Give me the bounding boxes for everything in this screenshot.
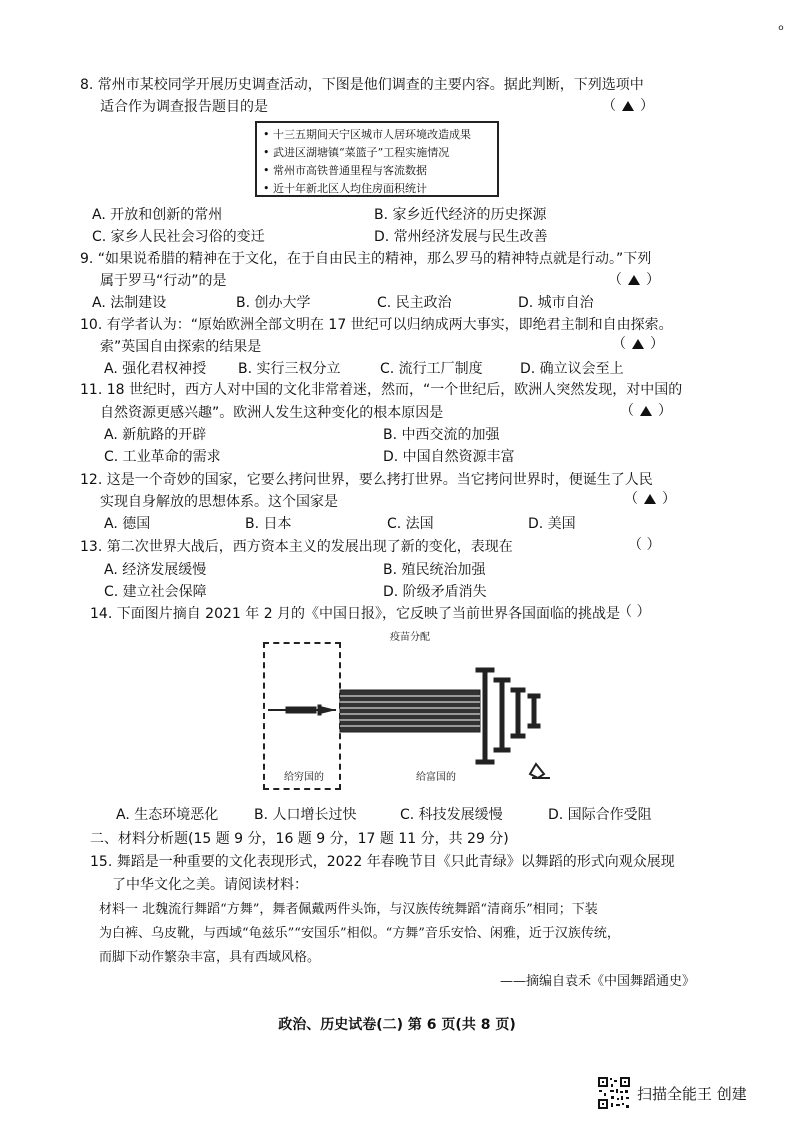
q10-answer-paren: （ ） (612, 336, 664, 352)
triangle-icon (622, 101, 634, 111)
triangle-icon (632, 339, 644, 349)
triangle-icon (640, 406, 652, 416)
material-line: 而脚下动作繁杂丰富，具有西域风格。 (99, 950, 321, 965)
q9-line-2: 属于罗马“行动”的是 (100, 273, 227, 289)
q14-answer-paren: （ ） (618, 604, 651, 620)
q8-option-b: B. 家乡近代经济的历史探源 (374, 207, 547, 223)
watermark-text: 扫描全能王 创建 (637, 1084, 747, 1103)
q14-option-d: D. 国际合作受阻 (548, 807, 652, 823)
q9-option-b: B. 创办大学 (236, 295, 311, 311)
poor-country-label: 给穷国的 (284, 772, 324, 783)
q14-option-b: B. 人口增长过快 (254, 807, 357, 823)
q9-option-c: C. 民主政治 (377, 295, 452, 311)
sketch-figure (530, 764, 550, 778)
q15-line-1: 15. 舞蹈是一种重要的文化表现形式，2022 年春晚节目《只此青绿》以舞蹈的形式向观众展现 (90, 854, 675, 870)
rich-country-label: 给富国的 (416, 772, 456, 783)
vaccine-distribution-figure (258, 628, 558, 798)
q13-option-c: C. 建立社会保障 (104, 584, 207, 600)
q8-box-item: • 十三五期间天宁区城市人居环境改造成果 (263, 126, 491, 144)
q10-line-1: 10. 有学者认为：“原始欧洲全部文明在 17 世纪可以归纳成两大事实，即绝君主制和自由探索。 (80, 317, 673, 333)
q11-option-a: A. 新航路的开辟 (104, 427, 207, 443)
material-line: 材料一 北魏流行舞蹈“方舞”，舞者佩戴两件头饰，与汉族传统舞蹈“清商乐”相同；下装 (99, 902, 598, 917)
q9-option-a: A. 法制建设 (92, 295, 167, 311)
q10-line-2: 索”英国自由探索的结果是 (100, 339, 262, 355)
figure-title: 疫苗分配 (390, 632, 430, 643)
q8-survey-box (255, 121, 499, 197)
q8-answer-paren: （ ） (602, 98, 654, 114)
material-line: 为白裤、乌皮靴，与西域“龟兹乐”“安国乐”相似。“方舞”音乐安恰、闲雅，近于汉族传统， (99, 926, 620, 941)
triangle-icon (628, 275, 640, 285)
scanner-watermark (597, 1076, 747, 1110)
material-source: ——摘编自袁禾《中国舞蹈通史》 (500, 974, 696, 989)
q11-line-1: 11. 18 世纪时，西方人对中国的文化非常着迷，然而，“一个世纪后，欧洲人突然发现，对中国的 (80, 382, 683, 398)
q10-option-b: B. 实行三权分立 (238, 361, 341, 377)
qr-code-icon (597, 1076, 631, 1110)
q9-line-1: 9. “如果说希腊的精神在于文化，在于自由民主的精神，那么罗马的精神特点就是行动。”下列 (80, 251, 652, 267)
q15-line-2: 了中华文化之美。请阅读材料： (112, 877, 308, 893)
q9-answer-paren: （ ） (608, 272, 660, 288)
q8-box-item: • 武进区湖塘镇“菜篮子”工程实施情况 (263, 144, 491, 162)
q14-option-c: C. 科技发展缓慢 (400, 807, 503, 823)
q8-box-item: • 常州市高铁普通里程与客流数据 (263, 162, 491, 180)
q12-line-1: 12. 这是一个奇妙的国家，它要么拷问世界，要么拷打世界。当它拷问世界时，便诞生了人民 (80, 472, 653, 488)
q13-option-b: B. 殖民统治加强 (383, 562, 486, 578)
q13-option-d: D. 阶级矛盾消失 (383, 584, 487, 600)
q12-option-b: B. 日本 (245, 516, 292, 532)
q8-box-item: • 近十年新北区人均住房面积统计 (263, 180, 491, 198)
q13-answer-paren: （ ） (628, 537, 661, 553)
q11-option-c: C. 工业革命的需求 (104, 449, 221, 465)
section-2-heading: 二、材料分析题(15 题 9 分，16 题 9 分，17 题 11 分，共 29 分) (90, 831, 509, 847)
q10-option-a: A. 强化君权神授 (104, 361, 207, 377)
q8-option-c: C. 家乡人民社会习俗的变迁 (92, 229, 265, 245)
q11-option-d: D. 中国自然资源丰富 (383, 449, 515, 465)
q11-line-2: 自然资源更感兴趣”。欧洲人发生这种变化的根本原因是 (100, 405, 444, 421)
q10-option-c: C. 流行工厂制度 (380, 361, 483, 377)
q12-option-a: A. 德国 (104, 516, 151, 532)
q14-line-1: 14. 下面图片摘自 2021 年 2 月的《中国日报》，它反映了当前世界各国面临的挑战是 (90, 606, 621, 622)
q8-line-1: 8. 常州市某校同学开展历史调查活动，下图是他们调查的主要内容。据此判断，下列选项中 (80, 77, 644, 93)
q13-line-1: 13. 第二次世界大战后，西方资本主义的发展出现了新的变化，表现在 (80, 539, 513, 555)
q8-option-a: A. 开放和创新的常州 (92, 207, 223, 223)
q8-option-d: D. 常州经济发展与民生改善 (374, 229, 548, 245)
q9-option-d: D. 城市自治 (518, 295, 594, 311)
q12-answer-paren: （ ） (624, 491, 676, 507)
triangle-icon (644, 494, 656, 504)
q11-option-b: B. 中西交流的加强 (383, 427, 500, 443)
q11-answer-paren: （ ） (620, 403, 672, 419)
q14-option-a: A. 生态环境恶化 (116, 807, 219, 823)
q12-line-2: 实现自身解放的思想体系。这个国家是 (100, 494, 338, 510)
q13-option-a: A. 经济发展缓慢 (104, 562, 207, 578)
q10-option-d: D. 确立议会至上 (520, 361, 624, 377)
corner-mark: ₒ (778, 18, 784, 34)
q12-option-c: C. 法国 (387, 516, 434, 532)
rich-country-syringe-grid (340, 668, 540, 764)
page-footer: 政治、历史试卷(二) 第 6 页(共 8 页) (278, 1017, 516, 1033)
q8-line-2: 适合作为调查报告题目的是 (100, 99, 268, 115)
q12-option-d: D. 美国 (528, 516, 576, 532)
poor-country-syringe (268, 705, 336, 715)
